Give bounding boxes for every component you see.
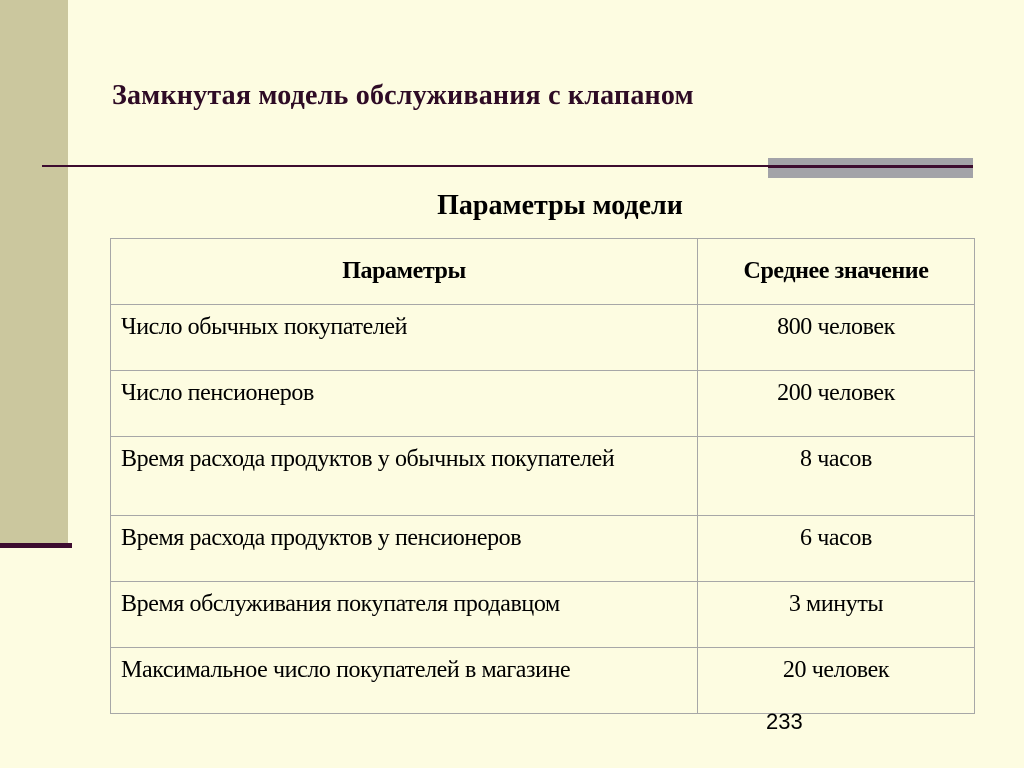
value-cell: 8 часов xyxy=(698,437,975,516)
value-cell: 3 минуты xyxy=(698,582,975,648)
title-divider-rule xyxy=(42,165,768,167)
value-cell: 200 человек xyxy=(698,371,975,437)
parameter-cell: Время расхода продуктов у обычных покупателей xyxy=(111,437,698,516)
parameter-cell: Время расхода продуктов у пенсионеров xyxy=(111,516,698,582)
left-decorative-band xyxy=(0,0,68,546)
table-row xyxy=(111,305,975,371)
table-row xyxy=(111,371,975,437)
value-cell: 20 человек xyxy=(698,648,975,714)
parameter-cell: Максимальное число покупателей в магазине xyxy=(111,648,698,714)
parameter-cell: Число обычных покупателей xyxy=(111,305,698,371)
left-band-rule xyxy=(0,543,72,548)
table-row xyxy=(111,582,975,648)
table-caption: Параметры модели xyxy=(437,190,683,221)
accent-stripe-bottom xyxy=(768,168,973,178)
parameter-cell: Время обслуживания покупателя продавцом xyxy=(111,582,698,648)
slide-title: Замкнутая модель обслуживания с клапаном xyxy=(112,80,694,111)
title-accent-bar xyxy=(768,158,973,180)
value-cell: 6 часов xyxy=(698,516,975,582)
header-parameters: Параметры xyxy=(111,239,698,305)
header-average-value: Среднее значение xyxy=(698,239,975,305)
value-cell: 800 человек xyxy=(698,305,975,371)
accent-stripe-top xyxy=(768,158,973,165)
table-header-row xyxy=(111,239,975,305)
parameters-table xyxy=(110,238,975,714)
table-row xyxy=(111,516,975,582)
table-row xyxy=(111,437,975,516)
parameter-cell: Число пенсионеров xyxy=(111,371,698,437)
page-number: 233 xyxy=(766,709,803,734)
table-row xyxy=(111,648,975,714)
